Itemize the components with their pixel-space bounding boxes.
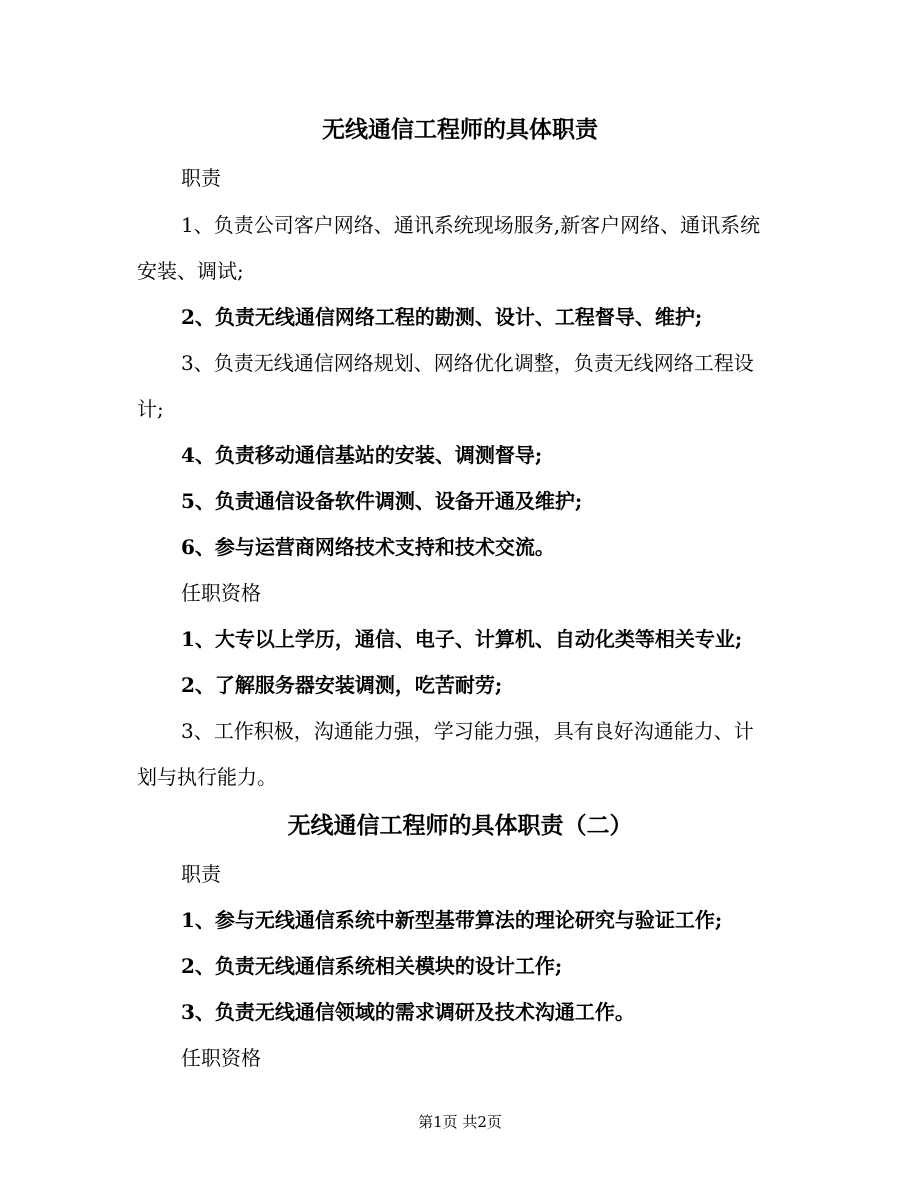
section-1-duty-3-line-1: 3、负责无线通信网络规划、网络优化调整，负责无线网络工程设: [181, 351, 754, 375]
section-2-qual-heading: 任职资格: [181, 1046, 261, 1070]
section-1-duty-4: 4、负责移动通信基站的安装、调测督导;: [181, 443, 543, 467]
section-2-duty-2: 2、负责无线通信系统相关模块的设计工作;: [181, 954, 563, 978]
section-1-title: 无线通信工程师的具体职责: [322, 116, 598, 143]
page-number-footer: 第1页 共2页: [418, 1113, 502, 1131]
section-2-duties-heading: 职责: [181, 862, 221, 886]
section-1-duty-1-line-1: 1、负责公司客户网络、通讯系统现场服务,新客户网络、通讯系统: [181, 213, 761, 237]
section-1-qual-heading: 任职资格: [181, 581, 261, 605]
section-1-qual-1: 1、大专以上学历，通信、电子、计算机、自动化类等相关专业;: [181, 627, 743, 651]
section-2-duty-1: 1、参与无线通信系统中新型基带算法的理论研究与验证工作;: [181, 908, 723, 932]
section-1-duty-1-line-2: 安装、调试;: [137, 259, 244, 283]
section-1-qual-3-line-1: 3、工作积极，沟通能力强，学习能力强，具有良好沟通能力、计: [181, 719, 754, 743]
section-2-duty-3: 3、负责无线通信领域的需求调研及技术沟通工作。: [181, 1000, 635, 1024]
section-1-duty-2: 2、负责无线通信网络工程的勘测、设计、工程督导、维护;: [181, 305, 703, 329]
section-1-duties-heading: 职责: [181, 166, 221, 190]
section-2-title: 无线通信工程师的具体职责（二）: [287, 812, 633, 839]
section-1-duty-6: 6、参与运营商网络技术支持和技术交流。: [181, 535, 555, 559]
section-1-qual-2: 2、了解服务器安装调测，吃苦耐劳;: [181, 673, 503, 697]
section-1-duty-3-line-2: 计;: [137, 397, 164, 421]
section-1-duty-5: 5、负责通信设备软件调测、设备开通及维护;: [181, 489, 583, 513]
section-1-qual-3-line-2: 划与执行能力。: [137, 765, 277, 789]
